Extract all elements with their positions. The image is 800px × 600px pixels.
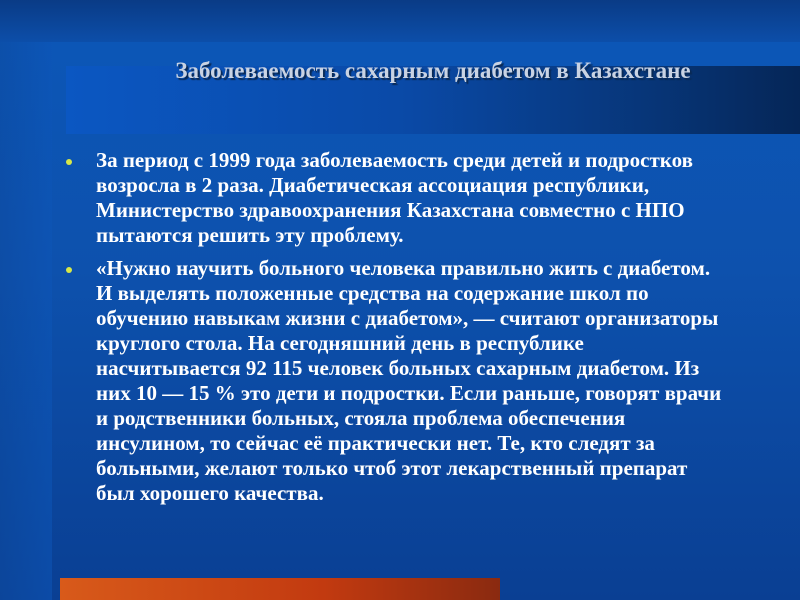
- bullet-item: [62, 256, 730, 506]
- bullet-dot-icon: [66, 267, 72, 273]
- bullet-list: [62, 148, 730, 514]
- slide-title: Заболеваемость сахарным диабетом в Казахстане: [175, 58, 691, 83]
- bullet-text: За период с 1999 года заболеваемость среди детей и подростков возросла в 2 раза. Диабетическая ассоциация республики, Министерство здравоохранения Казахстана совместно с НПО пытаются решить эту проблему.: [96, 148, 693, 247]
- decorative-bottom-bar: [60, 578, 500, 600]
- decorative-side-strip: [0, 0, 52, 600]
- decorative-top-band: [0, 0, 800, 42]
- bullet-item: [62, 148, 730, 248]
- bullet-text: «Нужно научить больного человека правильно жить с диабетом. И выделять положенные средства на содержание школ по обучению навыкам жизни с диабетом», — считают организаторы круглого стола. На сегодняшний день в республике насчитывается 92 115 человек больных сахарным диабетом. Из них 10 — 15 % это дети и подростки. Если раньше, говорят врачи и родственники больных, стояла проблема обеспечения инсулином, то сейчас её практически нет. Те, кто следят за больными, желают только чтоб этот лекарственный препарат был хорошего качества.: [96, 256, 722, 505]
- bullet-dot-icon: [66, 159, 72, 165]
